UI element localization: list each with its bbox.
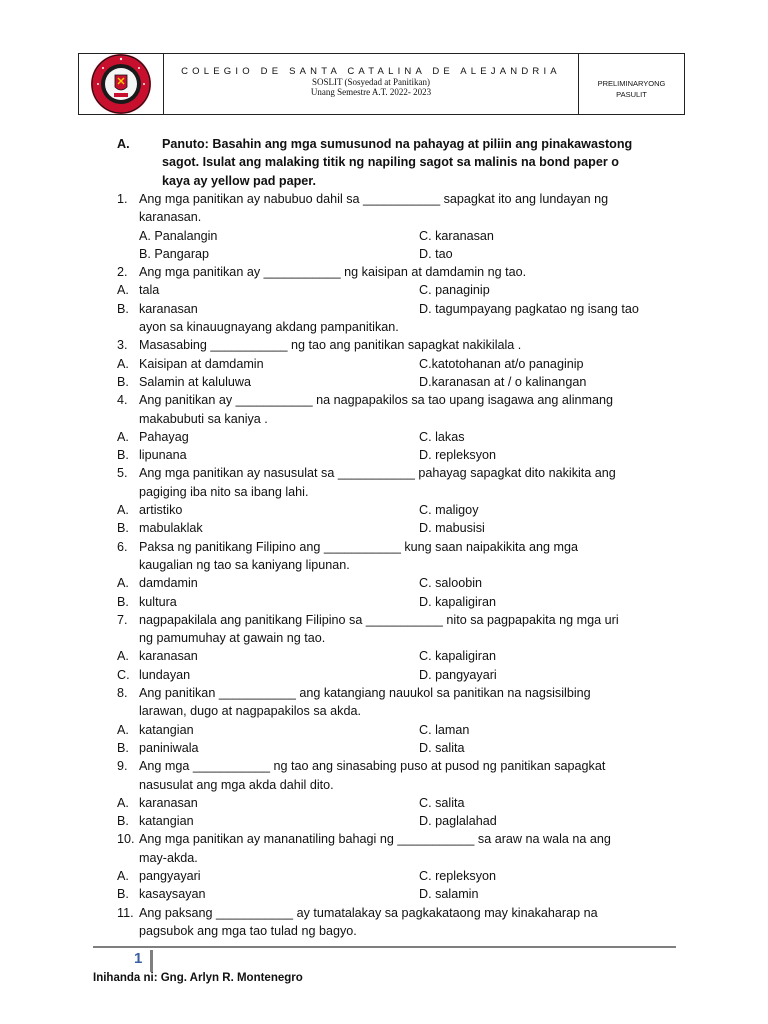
question-text: Ang mga panitikan ay mananatiling bahagi ng ___________ sa araw na wala na ang (139, 832, 611, 847)
choice-right: C. laman (419, 722, 470, 737)
choice-left: tala (139, 283, 160, 298)
choice-right: C. panaginip (419, 283, 490, 298)
question-number: 9. (117, 759, 128, 774)
choice-right: C. kapaligiran (419, 649, 497, 664)
choice-right: C. lakas (419, 429, 465, 444)
choice-right: D. kapaligiran (419, 594, 497, 609)
question-number: 2. (117, 265, 128, 280)
question-number: 8. (117, 686, 128, 700)
choice-left: Salamin at kaluluwa (139, 374, 252, 389)
choice-label: A. (117, 869, 129, 883)
school-name: COLEGIO DE SANTA CATALINA DE ALEJANDRIA (181, 66, 561, 77)
question-text: makabubuti sa kaniya . (139, 411, 268, 426)
choice-right: C.katotohanan at/o panaginip (419, 356, 584, 371)
question-text: karanasan. (139, 210, 202, 225)
question-text: pagsubok ang mga tao tulad ng bagyo. (139, 923, 357, 938)
choice-label: B. (117, 448, 129, 463)
choice-left: katangian (139, 722, 194, 737)
exam-title-cell (579, 54, 684, 114)
choice-left: B. Pangarap (139, 246, 210, 261)
question-text: larawan, dugo at nagpapakilos sa akda. (139, 704, 361, 719)
choice-left: kultura (139, 594, 177, 609)
exam-title-line1: PRELIMINARYONG (597, 79, 666, 88)
page-number-bar (150, 950, 153, 972)
footer-rule (93, 946, 676, 948)
choice-continuation: ayon sa kinauugnayang akdang pampanitikan. (139, 320, 399, 334)
choice-left: paniniwala (139, 740, 199, 755)
choice-right: D. repleksyon (419, 448, 496, 463)
choice-label: B. (117, 594, 129, 609)
choice-label: A. (117, 356, 129, 371)
choice-label: A. (117, 649, 129, 664)
choice-left: katangian (139, 814, 194, 829)
instructions-letter: A. (117, 137, 130, 151)
choice-left: mabulaklak (139, 521, 203, 536)
question-number: 3. (117, 338, 128, 353)
choice-left: lundayan (139, 667, 191, 682)
question-number: 7. (117, 612, 128, 627)
header-table (78, 53, 685, 115)
choice-left: Pahayag (139, 429, 189, 444)
instructions-line: kaya ay yellow pad paper. (162, 173, 317, 188)
choice-label: B. (117, 814, 129, 829)
choice-label: A. (117, 429, 129, 444)
question-text: may-akda. (139, 850, 198, 865)
question-text: Ang mga panitikan ay nabubuo dahil sa ___________ sapagkat ito ang lundayan ng (139, 191, 609, 206)
question-number: 10. (117, 832, 135, 847)
question-text: ng pamumuhay at gawain ng tao. (139, 631, 326, 646)
question-text: Ang panitikan ay ___________ na nagpapakilos sa tao upang isagawa ang alinmang (139, 393, 614, 408)
instructions-line: sagot. Isulat ang malaking titik ng napiling sagot sa malinis na bond paper o (162, 155, 619, 170)
choice-right: C. karanasan (419, 228, 494, 243)
question-number: 1. (117, 191, 128, 206)
choice-left: karanasan (139, 301, 198, 316)
choice-right: D. paglalahad (419, 814, 497, 829)
choice-label: B. (117, 521, 129, 536)
choice-left: Kaisipan at damdamin (139, 356, 264, 371)
choice-right: D.karanasan at / o kalinangan (419, 374, 587, 389)
question-text: Ang mga panitikan ay nasusulat sa ___________ pahayag sapagkat dito nakikita ang (139, 466, 616, 481)
choice-label: A. (117, 503, 129, 517)
choice-left: artistiko (139, 503, 183, 517)
choice-label: B. (117, 740, 129, 755)
choice-left: karanasan (139, 795, 198, 810)
choice-right: D. tao (419, 246, 453, 261)
choice-right: C. saloobin (419, 576, 483, 591)
subject-name: SOSLIT (Sosyedad at Panitikan) (311, 77, 431, 87)
choice-right: D. tagumpayang pagkatao ng isang tao (419, 301, 639, 316)
choice-label: A. (117, 722, 129, 737)
choice-right: C. maligoy (419, 503, 479, 517)
question-number: 5. (117, 466, 128, 481)
choice-left: A. Panalangin (139, 228, 218, 243)
school-seal-icon (90, 53, 152, 115)
question-text: Ang mga ___________ ng tao ang sinasabing puso at pusod ng panitikan sapagkat (139, 759, 606, 774)
choice-label: A. (117, 283, 129, 298)
exam-title-line2: PASULIT (616, 90, 647, 99)
choice-right: C. salita (419, 795, 465, 810)
school-info-cell (164, 54, 579, 114)
question-text: nagpapakilala ang panitikang Filipino sa ___________ nito sa pagpapakita ng mga uri (139, 612, 619, 627)
choice-left: karanasan (139, 649, 198, 664)
choice-left: pangyayari (139, 869, 201, 883)
choice-left: lipunana (139, 448, 187, 463)
prepared-by: Inihanda ni: Gng. Arlyn R. Montenegro (93, 972, 303, 984)
choice-left: kasaysayan (139, 887, 206, 902)
question-number: 6. (117, 539, 128, 554)
choice-right: D. pangyayari (419, 667, 497, 682)
choice-label: C. (117, 667, 130, 682)
question-text: Ang panitikan ___________ ang katangiang nauukol sa panitikan na nagsisilbing (139, 686, 591, 700)
choice-label: A. (117, 576, 129, 591)
choice-label: B. (117, 887, 129, 902)
choice-label: B. (117, 301, 129, 316)
instructions-line: Panuto: Basahin ang mga sumusunod na pahayag at piliin ang pinakawastong (162, 137, 633, 151)
semester-label: Unang Semestre A.T. 2022- 2023 (310, 87, 432, 97)
choice-right: D. mabusisi (419, 521, 485, 536)
question-text: Ang paksang ___________ ay tumatalakay sa pagkakataong may kinakaharap na (139, 905, 598, 920)
choice-right: D. salita (419, 740, 465, 755)
question-text: kaugalian ng tao sa kaniyang lipunan. (139, 557, 350, 572)
question-number: 4. (117, 393, 128, 408)
choice-label: B. (117, 374, 129, 389)
question-text: nasusulat ang mga akda dahil dito. (139, 777, 334, 792)
logo-cell (79, 54, 164, 114)
choice-label: A. (117, 795, 129, 810)
question-number: 11. (117, 905, 134, 920)
page-number: 1 (134, 950, 143, 967)
question-text: Ang mga panitikan ay ___________ ng kaisipan at damdamin ng tao. (139, 265, 527, 280)
choice-right: C. repleksyon (419, 869, 496, 883)
choice-right: D. salamin (419, 887, 479, 902)
question-text: pagiging iba nito sa ibang lahi. (139, 484, 309, 499)
question-text: Masasabing ___________ ng tao ang panitikan sapagkat nakikilala . (139, 338, 522, 353)
question-text: Paksa ng panitikang Filipino ang ___________ kung saan naipakikita ang mga (139, 539, 579, 554)
choice-left: damdamin (139, 576, 198, 591)
